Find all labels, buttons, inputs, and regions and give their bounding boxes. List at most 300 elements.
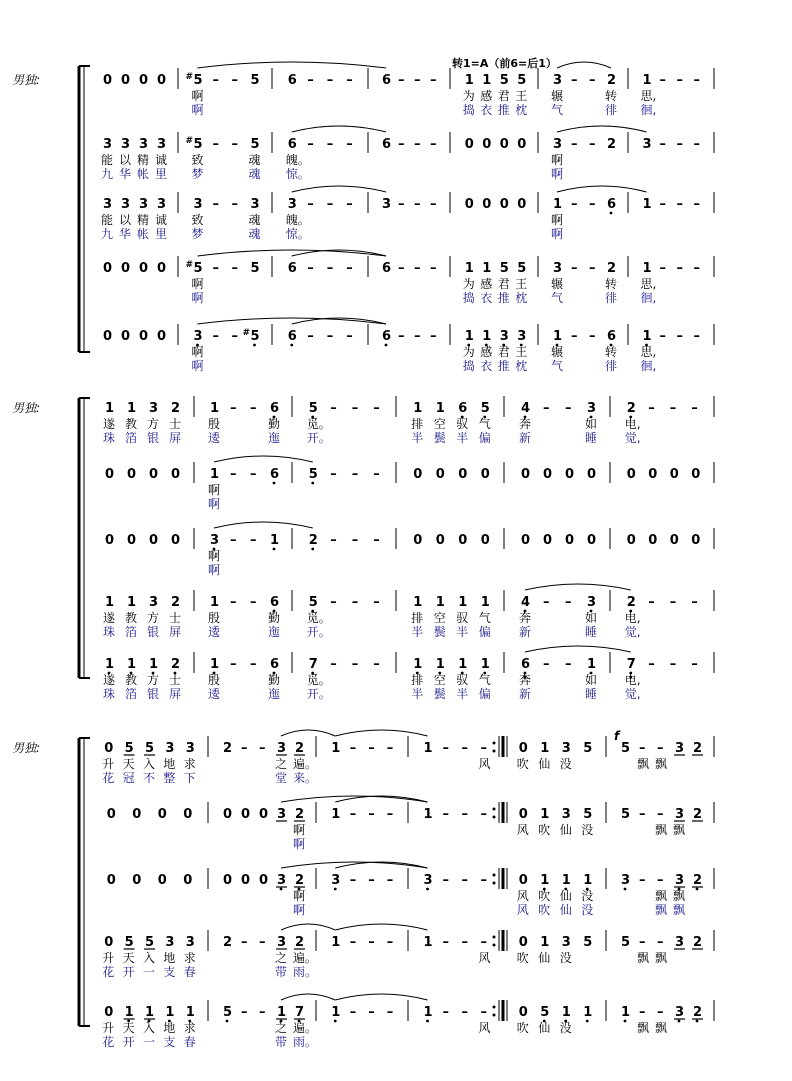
note-1: 1 (458, 657, 468, 672)
octave-dot-low (253, 344, 256, 347)
lyric-char: 华 (119, 167, 132, 181)
note-5: 5 (250, 73, 260, 88)
lyric-char: 升 (102, 1021, 115, 1035)
staff-line (102, 924, 714, 979)
lyric-char: 徊, (640, 291, 657, 305)
lyric-char: 睡 (585, 687, 598, 701)
note-5: 5 (499, 73, 509, 88)
note-dash: – (461, 1005, 468, 1020)
note-dash: – (349, 873, 357, 888)
lyric-char: 思, (640, 277, 657, 291)
score-system (12, 62, 714, 373)
note-7: 7 (626, 657, 636, 672)
note-dash: – (231, 73, 238, 88)
note-dash: – (346, 329, 353, 344)
note-dash: – (693, 329, 700, 344)
lyric-char: 屏 (169, 625, 182, 639)
note-1: 1 (105, 657, 115, 672)
octave-dot-low (273, 548, 276, 551)
slur (525, 584, 631, 590)
note-0: 0 (565, 533, 575, 548)
note-3: 3 (185, 741, 195, 756)
note-dash: – (212, 137, 219, 152)
note-0: 0 (241, 807, 251, 822)
note-dash: – (648, 657, 655, 672)
sharp-accidental: # (242, 328, 251, 338)
note-dash: – (589, 329, 596, 344)
note-0: 0 (648, 467, 658, 482)
lyric-char: 飘 (673, 903, 686, 917)
note-0: 0 (104, 1005, 114, 1020)
note-dash: – (259, 1005, 266, 1020)
note-dash: – (589, 137, 596, 152)
note-dash: – (639, 807, 646, 822)
lyric-char: 推 (497, 103, 510, 117)
note-dash: – (414, 137, 421, 152)
note-dash: – (326, 329, 334, 344)
staff-line (101, 186, 714, 241)
note-3: 3 (277, 807, 287, 822)
lyric-char: 升 (102, 951, 115, 965)
note-0: 0 (626, 533, 636, 548)
lyric-char: 精 (137, 213, 150, 227)
note-dash: – (442, 935, 449, 950)
note-dash: – (398, 261, 405, 276)
lyric-char: 半 (411, 625, 424, 639)
lyric-char: 迤 (268, 687, 281, 701)
note-1: 1 (464, 73, 474, 88)
lyric-char: 支 (163, 1035, 176, 1049)
note-dash: – (430, 73, 437, 88)
lyric-char: 飘 (673, 823, 686, 837)
solo-part-label: 男独: (12, 401, 41, 415)
lyric-char: 排 (411, 673, 424, 687)
note-3: 3 (103, 137, 113, 152)
octave-dot-low (610, 212, 613, 215)
lyric-char: 里 (155, 227, 168, 241)
lyric-char: 衣 (480, 291, 493, 305)
lyric-char: 仙 (559, 889, 572, 903)
note-1: 1 (413, 657, 423, 672)
note-6: 6 (270, 467, 280, 482)
note-dash: – (349, 807, 357, 822)
lyric-char: 九 (101, 227, 114, 241)
lyric-char: 遍。 (293, 757, 318, 771)
lyric-char: 致 (191, 153, 204, 167)
lyric-char: 仙 (559, 823, 572, 837)
note-0: 0 (691, 533, 701, 548)
lyric-char: 啊 (208, 483, 221, 497)
note-3: 3 (193, 329, 203, 344)
note-1: 1 (642, 261, 652, 276)
note-dash: – (565, 595, 572, 610)
note-dash: – (349, 741, 357, 756)
note-0: 0 (518, 873, 528, 888)
note-0: 0 (157, 329, 167, 344)
note-dash: – (571, 137, 578, 152)
note-3: 3 (185, 935, 195, 950)
note-dash: – (480, 1005, 487, 1020)
note-7: 7 (295, 1005, 305, 1020)
lyric-char: 睡 (585, 625, 598, 639)
note-dash: – (351, 595, 359, 610)
note-0: 0 (499, 197, 509, 212)
solo-part-label: 男独: (12, 741, 41, 755)
note-dash: – (326, 197, 334, 212)
note-dash: – (571, 329, 578, 344)
note-0: 0 (543, 467, 553, 482)
lyric-char: 天 (122, 1021, 135, 1035)
slur (281, 924, 335, 930)
note-5: 5 (517, 73, 527, 88)
lyric-char: 驭 (456, 417, 469, 431)
lyric-char: 以 (119, 153, 132, 167)
note-dash: – (250, 657, 257, 672)
note-dash: – (461, 807, 468, 822)
lyric-char: 逶 (208, 687, 221, 701)
lyric-char: 升 (102, 757, 115, 771)
lyric-char: 半 (456, 431, 469, 445)
note-dash: – (373, 401, 380, 416)
note-0: 0 (464, 137, 474, 152)
note-6: 6 (382, 73, 392, 88)
repeat-dot (493, 808, 496, 811)
note-dash: – (657, 873, 664, 888)
lyric-char: 没 (559, 757, 572, 771)
octave-dot-low (290, 344, 293, 347)
note-dash: – (241, 1005, 248, 1020)
note-dash: – (639, 1005, 646, 1020)
lyric-char: 驭 (456, 673, 469, 687)
note-0: 0 (132, 807, 142, 822)
note-dash: – (480, 741, 487, 756)
lyric-char: 士 (169, 673, 182, 687)
note-dash: – (330, 595, 337, 610)
lyric-char: 地 (163, 951, 176, 965)
lyric-char: 带 (275, 1035, 288, 1049)
lyric-char: 珠 (103, 431, 116, 445)
note-1: 1 (464, 261, 474, 276)
lyric-char: 衣 (480, 359, 493, 373)
note-dash: – (648, 401, 655, 416)
note-dash: – (307, 261, 314, 276)
lyric-char: 徊, (640, 359, 657, 373)
note-6: 6 (287, 73, 297, 88)
lyric-char: 电, (624, 611, 641, 625)
lyric-char: 九 (101, 167, 114, 181)
note-1: 1 (423, 935, 433, 950)
note-3: 3 (277, 873, 287, 888)
octave-dot-low (624, 1020, 627, 1023)
note-dash: – (230, 657, 237, 672)
lyric-char: 教 (125, 673, 138, 687)
lyric-char: 珠 (103, 687, 116, 701)
lyric-char: 啊 (191, 291, 204, 305)
note-1: 1 (270, 533, 280, 548)
lyric-char: 求 (183, 757, 196, 771)
note-dash: – (349, 1005, 357, 1020)
lyric-char: 推 (497, 291, 510, 305)
staff-line (102, 994, 714, 1049)
lyric-char: 为 (462, 89, 475, 103)
octave-dot-low (311, 482, 314, 485)
lyric-char: 为 (462, 277, 475, 291)
note-0: 0 (103, 73, 113, 88)
octave-dot-low (334, 1020, 337, 1023)
lyric-char: 感 (480, 345, 493, 359)
lyric-char: 啊 (293, 889, 306, 903)
note-0: 0 (499, 137, 509, 152)
lyric-char: 如 (585, 673, 598, 687)
note-dash: – (669, 401, 677, 416)
note-dash: – (373, 595, 380, 610)
lyric-char: 银 (147, 431, 160, 445)
lyric-char: 带 (275, 965, 288, 979)
lyric-char: 吹 (538, 889, 551, 903)
note-dash: – (461, 873, 468, 888)
note-2: 2 (308, 533, 318, 548)
note-dash: – (368, 807, 375, 822)
note-3: 3 (103, 197, 113, 212)
note-dash: – (230, 595, 237, 610)
note-1: 1 (587, 657, 597, 672)
lyric-char: 半 (411, 687, 424, 701)
slur (557, 186, 647, 192)
staff-line (103, 250, 714, 305)
lyric-char: 电, (624, 417, 641, 431)
note-1: 1 (210, 467, 220, 482)
note-3: 3 (331, 873, 341, 888)
slur (525, 646, 631, 652)
lyric-char: 梦 (191, 227, 204, 241)
note-dash: – (693, 137, 700, 152)
lyric-char: 之 (275, 1021, 288, 1035)
note-dash: – (430, 329, 437, 344)
note-0: 0 (518, 741, 528, 756)
note-1: 1 (540, 935, 550, 950)
score-systems (12, 62, 714, 1049)
octave-dot-low (280, 888, 283, 891)
lyric-char: 风 (478, 951, 491, 965)
note-dash: – (461, 741, 468, 756)
lyric-char: 魂 (248, 153, 261, 167)
lyric-char: 半 (456, 687, 469, 701)
note-1: 1 (553, 329, 563, 344)
lyric-char: 一 (143, 1035, 156, 1049)
note-dash: – (326, 137, 334, 152)
note-6: 6 (287, 137, 297, 152)
note-3: 3 (165, 741, 175, 756)
lyric-char: 迤 (268, 625, 281, 639)
staff-line (107, 862, 714, 917)
lyric-char: 气 (551, 359, 564, 373)
note-dash: – (565, 401, 572, 416)
lyric-char: 迤 (268, 431, 281, 445)
note-4: 4 (521, 401, 531, 416)
lyric-char: 开。 (306, 687, 331, 701)
note-1: 1 (423, 741, 433, 756)
note-3: 3 (587, 595, 597, 610)
note-0: 0 (517, 137, 527, 152)
lyric-char: 没 (581, 903, 594, 917)
lyric-char: 啊 (191, 103, 204, 117)
note-0: 0 (518, 935, 528, 950)
note-0: 0 (626, 467, 636, 482)
slur (292, 250, 386, 256)
lyric-char: 箔 (125, 687, 138, 701)
note-2: 2 (223, 935, 233, 950)
octave-dot-low (696, 888, 699, 891)
note-dash: – (543, 401, 550, 416)
note-0: 0 (413, 533, 423, 548)
lyric-char: 觅。 (306, 673, 331, 687)
lyric-char: 空 (433, 673, 446, 687)
lyric-char: 偏 (478, 431, 491, 445)
repeat-dot (493, 750, 496, 753)
lyric-char: 方 (147, 417, 160, 431)
note-3: 3 (382, 197, 392, 212)
note-dash: – (480, 873, 487, 888)
dynamic-forte-marking: f (614, 729, 620, 743)
lyric-char: 惊。 (285, 227, 310, 241)
note-1: 1 (540, 807, 550, 822)
lyric-char: 觉, (624, 687, 641, 701)
note-dash: – (230, 401, 237, 416)
note-dash: – (398, 329, 405, 344)
lyric-char: 吹 (538, 903, 551, 917)
note-dash: – (241, 741, 248, 756)
note-2: 2 (693, 807, 703, 822)
lyric-char: 驭 (456, 611, 469, 625)
note-3: 3 (553, 137, 563, 152)
lyric-char: 勤 (268, 673, 281, 687)
note-5: 5 (583, 741, 593, 756)
lyric-char: 感 (480, 277, 493, 291)
note-0: 0 (139, 329, 149, 344)
note-dash: – (442, 873, 449, 888)
lyric-char: 魄。 (285, 153, 310, 167)
lyric-char: 飘 (655, 1021, 668, 1035)
note-1: 1 (145, 1005, 155, 1020)
slur (214, 456, 313, 462)
lyric-char: 雨。 (293, 965, 318, 979)
note-5: 5 (124, 741, 134, 756)
lyric-char: 吹 (516, 951, 529, 965)
note-0: 0 (171, 467, 181, 482)
note-dash: – (386, 1005, 394, 1020)
note-5: 5 (223, 1005, 233, 1020)
note-dash: – (430, 197, 437, 212)
lyric-char: 飘 (637, 951, 650, 965)
lyric-char: 花 (102, 771, 115, 785)
note-1: 1 (127, 401, 137, 416)
octave-dot-low (678, 1020, 681, 1023)
note-0: 0 (149, 467, 159, 482)
note-1: 1 (621, 1005, 631, 1020)
lyric-char: 啊 (208, 549, 221, 563)
note-dash: – (659, 73, 666, 88)
note-1: 1 (540, 873, 550, 888)
note-dash: – (461, 935, 468, 950)
lyric-char: 如 (585, 611, 598, 625)
staff-line (103, 62, 714, 117)
note-dash: – (691, 401, 698, 416)
lyric-char: 遂 (103, 673, 116, 687)
note-dash: – (659, 197, 666, 212)
lyric-char: 气 (478, 417, 491, 431)
solo-part-label: 男独: (12, 73, 41, 87)
note-dash: – (639, 873, 646, 888)
lyric-char: 君 (497, 277, 510, 291)
octave-dot-low (426, 1020, 429, 1023)
note-6: 6 (607, 197, 617, 212)
lyric-char: 开 (122, 1035, 135, 1049)
lyric-char: 飘 (655, 757, 668, 771)
octave-dot-low (334, 888, 337, 891)
slur (292, 186, 386, 192)
note-3: 3 (642, 137, 652, 152)
note-dash: – (669, 595, 677, 610)
note-1: 1 (480, 595, 490, 610)
repeat-dot (493, 1006, 496, 1009)
note-1: 1 (331, 1005, 341, 1020)
repeat-dot (493, 742, 496, 745)
note-dash: – (212, 73, 219, 88)
lyric-char: 方 (147, 673, 160, 687)
lyric-char: 啊 (191, 89, 204, 103)
note-dash: – (543, 595, 550, 610)
note-5: 5 (308, 401, 318, 416)
note-1: 1 (331, 935, 341, 950)
note-6: 6 (270, 657, 280, 672)
lyric-char: 殷 (208, 611, 221, 625)
lyric-char: 啊 (551, 227, 564, 241)
note-6: 6 (287, 261, 297, 276)
note-5: 5 (193, 137, 203, 152)
lyric-char: 魂 (248, 167, 261, 181)
note-dash: – (307, 197, 314, 212)
lyric-char: 没 (581, 889, 594, 903)
slur (292, 126, 386, 132)
lyric-char: 支 (163, 965, 176, 979)
lyric-char: 奔 (519, 673, 532, 687)
note-0: 0 (241, 873, 251, 888)
note-dash: – (250, 533, 257, 548)
lyric-char: 新 (519, 431, 532, 445)
note-dash: – (657, 741, 664, 756)
lyric-char: 捣 (462, 291, 475, 305)
lyric-char: 啊 (208, 563, 221, 577)
note-0: 0 (480, 533, 490, 548)
note-6: 6 (607, 329, 617, 344)
note-3: 3 (139, 137, 149, 152)
note-0: 0 (121, 329, 131, 344)
note-3: 3 (587, 401, 597, 416)
note-dash: – (676, 261, 683, 276)
note-dash: – (373, 657, 380, 672)
note-dash: – (386, 935, 394, 950)
staff-line (105, 456, 714, 511)
note-3: 3 (553, 261, 563, 276)
lyric-char: 开。 (306, 431, 331, 445)
lyric-char: 衣 (480, 103, 493, 117)
note-6: 6 (270, 595, 280, 610)
lyric-char: 整 (163, 771, 176, 785)
lyric-char: 徊, (640, 103, 657, 117)
lyric-char: 啊 (551, 153, 564, 167)
note-0: 0 (517, 197, 527, 212)
note-0: 0 (105, 533, 115, 548)
